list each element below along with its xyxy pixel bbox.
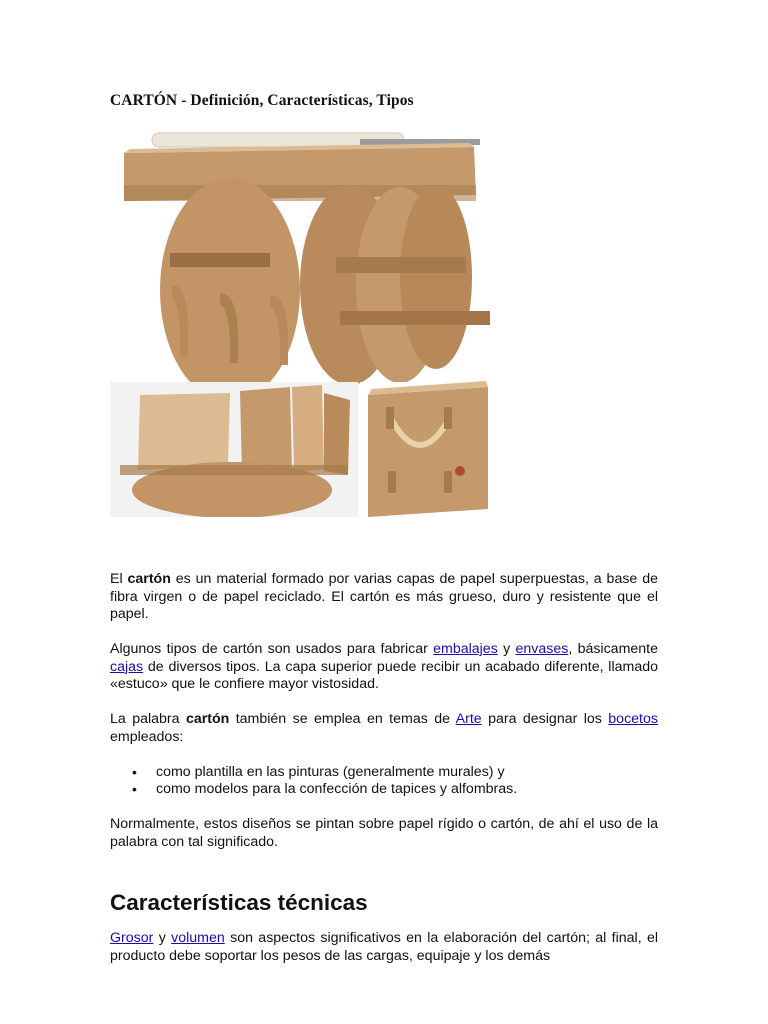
text-fragment: El	[110, 571, 128, 587]
uses-list	[110, 764, 658, 799]
article-body	[110, 571, 658, 983]
paragraph-meaning: Normalmente, estos diseños se pintan sobre papel rígido o cartón, de ahí el uso de la palabra con tal significado.	[110, 816, 658, 850]
bold-term: cartón	[185, 711, 230, 727]
text-fragment: es un material formado por varias capas de papel superpuestas, a base de fibra virgen o de papel reciclado. El cartón es más grueso, duro y resistente que el papel.	[110, 571, 658, 622]
cardboard-case-photo	[360, 381, 492, 517]
text-fragment: son aspectos significativos en la elaboración del cartón; al final, el producto debe soportar los pesos de las cargas, equipaje y los demás	[110, 930, 659, 964]
link-bocetos[interactable]: bocetos	[608, 711, 658, 727]
list-item: • como modelos para la confección de tapices y alfombras.	[156, 781, 658, 799]
paragraph-technical	[110, 930, 658, 965]
flat-pack-photo	[110, 382, 358, 517]
paragraph-definition	[110, 571, 658, 624]
section-heading: Características técnicas	[110, 890, 368, 915]
text-fragment: y	[153, 930, 172, 946]
link-embalajes[interactable]: embalajes	[433, 641, 498, 657]
paragraph-art	[110, 711, 658, 746]
text-fragment: de diversos tipos. La capa superior puede recibir un acabado diferente, llamado «estuco» que le confiere mayor vistosidad.	[110, 658, 658, 692]
page-title: CARTÓN - Definición, Características, Tipos	[110, 92, 414, 109]
text-fragment: y	[497, 641, 516, 657]
cardboard-figure	[110, 125, 492, 517]
link-arte[interactable]: Arte	[455, 711, 482, 727]
bold-term: cartón	[127, 571, 171, 587]
link-grosor[interactable]: Grosor	[110, 930, 154, 946]
text-fragment: también se emplea en temas de	[229, 711, 456, 727]
text-fragment: empleados:	[110, 728, 184, 745]
link-cajas[interactable]: cajas	[110, 658, 144, 675]
text-fragment: para designar los	[481, 711, 609, 727]
cardboard-table-photo	[110, 125, 492, 402]
link-volumen[interactable]: volumen	[171, 930, 225, 946]
text-fragment: Algunos tipos de cartón son usados para fabricar	[110, 641, 434, 657]
text-fragment: La palabra	[110, 711, 186, 727]
text-fragment: , básicamente	[568, 641, 659, 657]
list-item: • como plantilla en las pinturas (generalmente murales) y	[156, 764, 658, 782]
link-envases[interactable]: envases	[515, 641, 569, 657]
paragraph-uses	[110, 641, 658, 694]
